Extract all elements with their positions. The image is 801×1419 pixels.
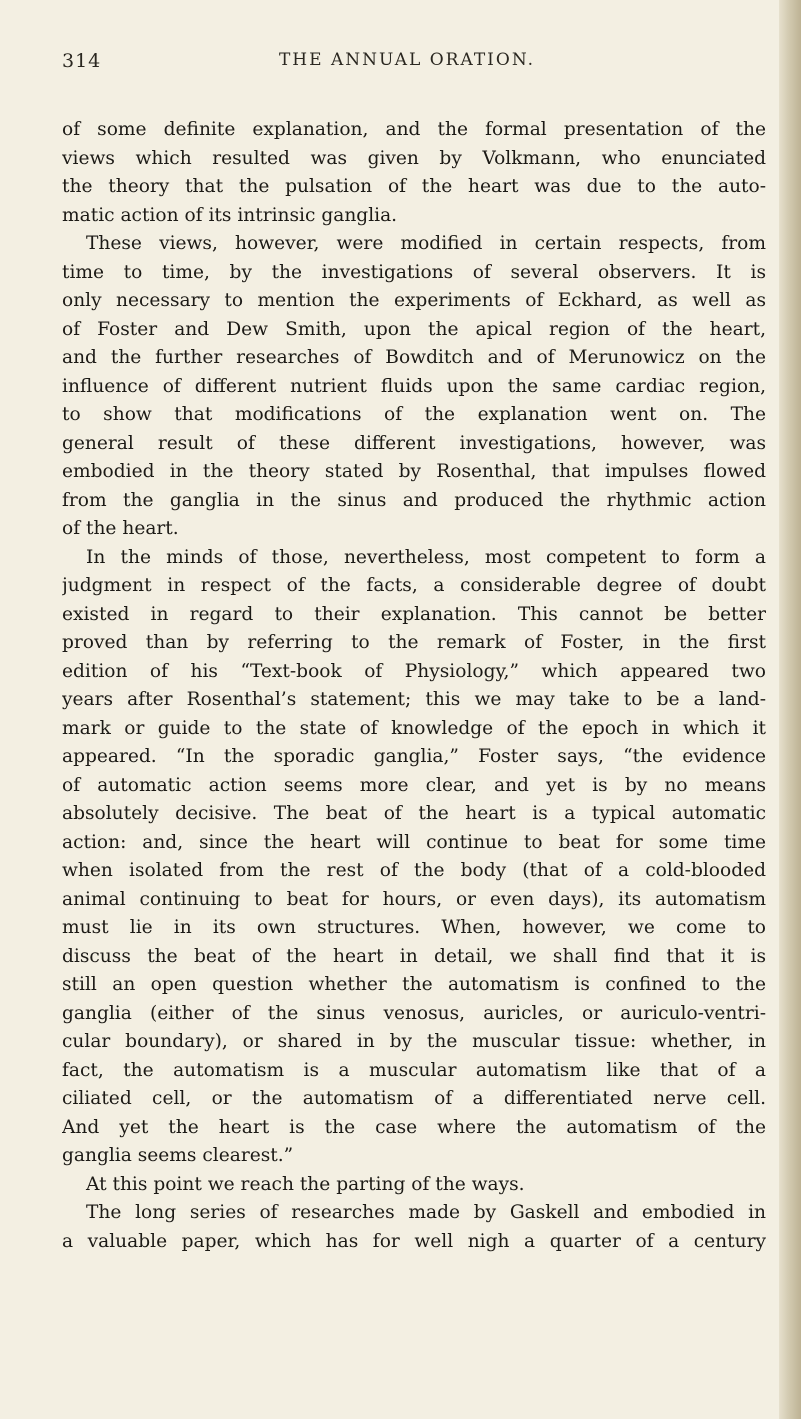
text-line: time to time, by the investigations of several observers. It is	[62, 261, 766, 283]
text-line: At this point we reach the parting of the ways.	[86, 1173, 525, 1195]
text-line: And yet the heart is the case where the automatism of the	[62, 1116, 766, 1138]
text-line: the theory that the pulsation of the heart was due to the auto-	[62, 176, 766, 197]
text-line: edition of his “Text-book of Physiology,” which appeared two	[62, 660, 766, 682]
text-line: years after Rosenthal’s statement; this we may take to be a land-	[62, 689, 766, 710]
text-line: still an open question whether the automatism is confined to the	[62, 974, 766, 995]
text-line: cular boundary), or shared in by the muscular tissue: whether, in	[62, 1031, 766, 1052]
body-text	[62, 116, 766, 1256]
text-line: matic action of its intrinsic ganglia.	[62, 204, 398, 226]
text-line: existed in regard to their explanation. This cannot be better	[62, 603, 766, 625]
text-line: embodied in the theory stated by Rosenthal, that impulses flowed	[62, 461, 766, 482]
page-header	[62, 50, 752, 86]
text-line: The long series of researches made by Gaskell and embodied in	[86, 1202, 766, 1223]
text-line: views which resulted was given by Volkmann, who enunciated	[62, 147, 766, 169]
text-line: when isolated from the rest of the body (that of a cold-blooded	[62, 860, 766, 881]
text-line: absolutely decisive. The beat of the heart is a typical automatic	[62, 803, 766, 824]
text-line: only necessary to mention the experiments of Eckhard, as well as	[62, 290, 766, 311]
text-line: appeared. “In the sporadic ganglia,” Foster says, “the evidence	[62, 746, 766, 767]
text-line: action: and, since the heart will continue to beat for some time	[62, 831, 766, 853]
text-line: fact, the automatism is a muscular automatism like that of a	[62, 1059, 766, 1081]
text-line: animal continuing to beat for hours, or even days), its automatism	[62, 888, 766, 910]
page-number: 314	[62, 50, 102, 72]
text-line: and the further researches of Bowditch and of Merunowicz on the	[62, 347, 766, 368]
text-line: judgment in respect of the facts, a considerable degree of doubt	[62, 575, 766, 596]
text-line: general result of these different investigations, however, was	[62, 432, 766, 454]
text-line: influence of different nutrient fluids upon the same cardiac region,	[62, 375, 766, 397]
text-line: of some definite explanation, and the formal presentation of the	[62, 119, 766, 140]
text-line: of automatic action seems more clear, and yet is by no means	[62, 774, 766, 796]
text-line: ciliated cell, or the automatism of a differentiated nerve cell.	[62, 1088, 766, 1109]
text-line: These views, however, were modified in certain respects, from	[86, 233, 766, 254]
text-line: of the heart.	[62, 518, 179, 539]
text-line: to show that modifications of the explanation went on. The	[62, 404, 766, 425]
text-line: discuss the beat of the heart in detail, we shall find that it is	[62, 945, 766, 967]
text-line: from the ganglia in the sinus and produced the rhythmic action	[62, 489, 766, 511]
text-line: a valuable paper, which has for well nigh a quarter of a century	[62, 1230, 766, 1252]
text-line: proved than by referring to the remark of Foster, in the first	[62, 632, 766, 653]
text-line: mark or guide to the state of knowledge of the epoch in which it	[62, 717, 766, 739]
text-line: ganglia (either of the sinus venosus, auricles, or auriculo-ventri-	[62, 1002, 766, 1024]
text-line: ganglia seems clearest.”	[62, 1145, 294, 1166]
page-edge-shadow	[779, 0, 801, 1419]
text-line: must lie in its own structures. When, however, we come to	[62, 917, 766, 938]
text-line: In the minds of those, nevertheless, most competent to form a	[86, 546, 766, 568]
running-title: THE ANNUAL ORATION.	[278, 50, 536, 70]
text-line: of Foster and Dew Smith, upon the apical region of the heart,	[62, 318, 766, 340]
